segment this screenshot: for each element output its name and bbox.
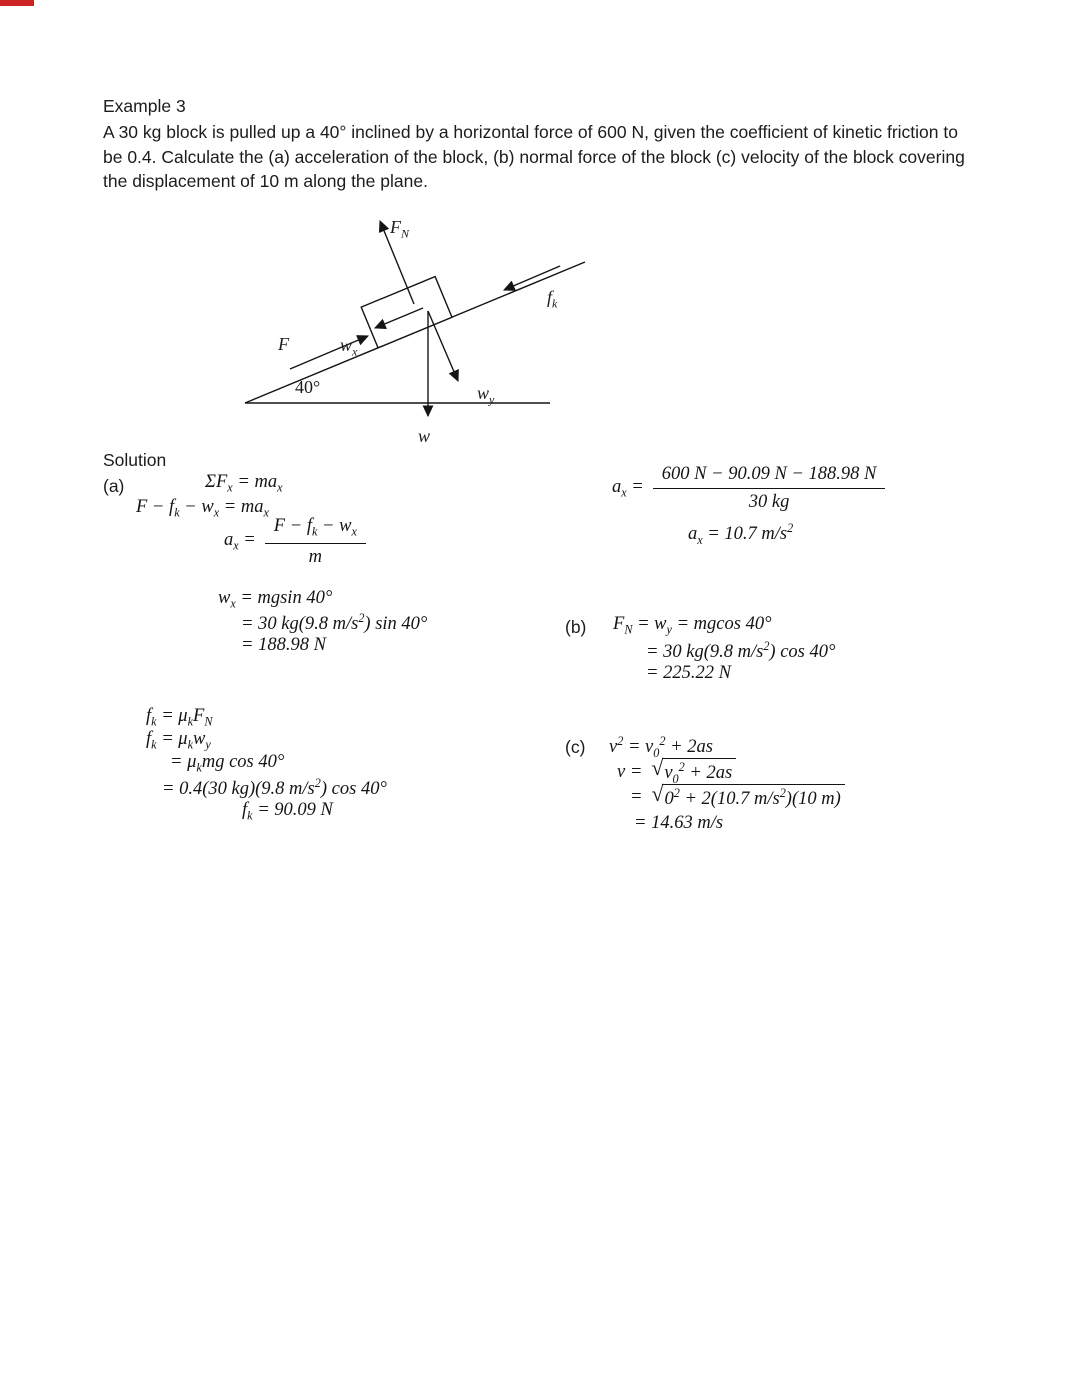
square-root <box>651 784 844 810</box>
square-root <box>651 758 736 787</box>
eq-fn-2: = 30 kg(9.8 $m/s^2$) cos 40° <box>646 639 836 663</box>
fraction-denominator: m <box>308 546 323 567</box>
eq-ax-definition <box>224 516 366 568</box>
weight-label: w <box>418 426 431 446</box>
radical-sign: √ <box>651 782 664 806</box>
weight-x-label: $w_x$ <box>340 335 358 359</box>
fraction-numerator: 600 N − 90.09 N − 188.98 N <box>653 464 886 489</box>
page-corner-mark <box>0 0 34 6</box>
eq-v-2 <box>617 758 736 787</box>
normal-force-label: $F_N$ <box>390 217 410 241</box>
eq-v-2-lhs: v = <box>617 761 643 782</box>
fraction-numerator: $F - f_k - w_x$ <box>265 516 366 544</box>
radicand: $0^2 + 2(10.7$ $m/s^2)(10$ m) <box>662 784 844 810</box>
eq-wx-2: = 30 kg(9.8 $m/s^2$) sin 40° <box>241 611 428 635</box>
eq-wx-3: = 188.98 N <box>241 635 326 655</box>
incline-diagram <box>190 205 620 460</box>
fraction <box>265 516 366 568</box>
eq-fk-5: $f_k = 90.09$ N <box>242 800 333 823</box>
eq-v-3 <box>630 784 845 810</box>
weight-y-label: $w_y$ <box>477 383 495 407</box>
part-a-label: (a) <box>103 476 125 496</box>
applied-force-label: F <box>278 334 289 354</box>
eq-fn-3: = 225.22 N <box>646 663 731 683</box>
eq-newton-second-law: $F - f_k - w_x = ma_x$ <box>136 497 269 520</box>
part-b-label: (b) <box>565 617 587 637</box>
eq-fn-1: $F_N = w_y = mgcos$ 40° <box>613 614 772 637</box>
eq-v-3-lhs: = <box>630 786 643 807</box>
friction-label: $f_k$ <box>547 287 558 311</box>
incline-figure <box>190 205 620 460</box>
fraction <box>653 464 886 513</box>
fraction-denominator: 30 kg <box>748 492 790 512</box>
eq-fk-1: $f_k = \mu_kF_N$ <box>146 706 213 729</box>
eq-ax-result: $a_x = 10.7$ $m/s^2$ <box>688 521 794 547</box>
radicand: $v_0^2 + 2as$ <box>662 758 736 787</box>
angle-label: 40° <box>295 377 321 397</box>
part-c-label: (c) <box>565 737 586 757</box>
eq-fk-4: = 0.4(30 kg)(9.8 $m/s^2$) cos 40° <box>162 776 387 800</box>
eq-ax-lhs: $a_x$ = <box>224 530 256 553</box>
eq-ax-result-lhs: $a_x$ = <box>612 476 644 500</box>
eq-fk-3: = $\mu_kmg$ cos 40° <box>170 752 285 775</box>
eq-v-4: = 14.63 m/s <box>634 813 724 833</box>
eq-fk-2: $f_k = \mu_kw_y$ <box>146 729 211 752</box>
radical-sign: √ <box>651 756 664 780</box>
eq-sum-forces: $\Sigma F_x = ma_x$ <box>205 472 283 495</box>
page-title: Example 3 <box>103 96 186 116</box>
eq-ax-substitution <box>612 464 885 513</box>
solution-heading: Solution <box>103 450 167 470</box>
eq-v-1: $v^2 = v_0^2 + 2as$ <box>609 734 713 760</box>
eq-wx-1: $w_x = mgsin$ 40° <box>218 588 333 611</box>
problem-statement: A 30 kg block is pulled up a 40° inclined by a horizontal force of 600 N, given the coefficient of kinetic friction to be 0.4. Calculate the (a) acceleration of the block, (b) normal force of the block (c) velocity of the block covering the displacement of 10 m along the plane. <box>103 122 965 192</box>
